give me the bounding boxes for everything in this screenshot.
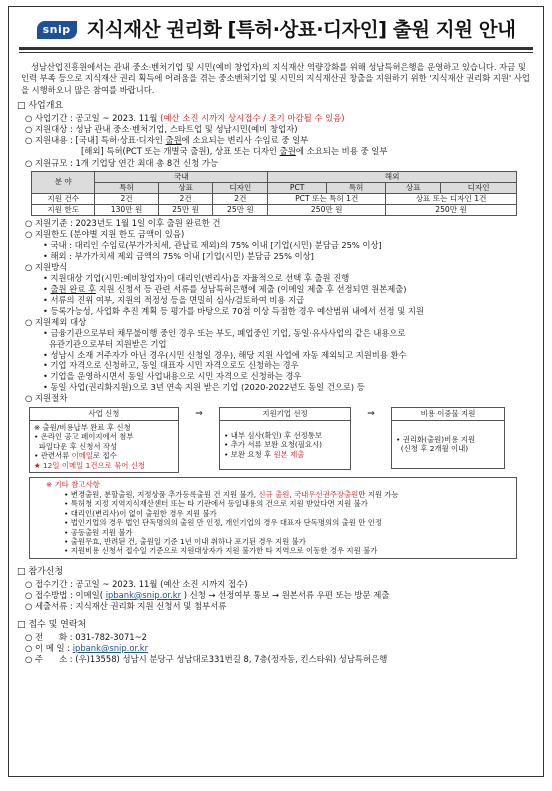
table-col: 디자인 [441, 182, 517, 193]
content2-underline: 출원 [279, 146, 296, 157]
table-col: 상표 [386, 182, 441, 193]
section-contact-heading: □ 접수 및 연락처 [17, 620, 87, 631]
note-line: • 특허청 지정 지역지식재산센터 또는 타 기관에서 동일내용의 건으로 지원 받았다면 지원 불가 [64, 499, 368, 509]
flow-emph: 원본 제출 [273, 449, 305, 459]
target-line: ○ 지원대상 : 성남 관내 중소·벤처기업, 스타트업 및 성남시민(예비 창업자) [25, 124, 298, 135]
procedure-heading: ○ 지원절차 [25, 393, 68, 404]
method-item: • 서류의 진위 여부, 지원의 적정성 등을 면밀히 심사/검토하여 비용 지급 [43, 294, 305, 305]
content2-text-tail: 에 소요되는 비용 중 일부 [295, 146, 388, 157]
table-col: 특허 [95, 182, 158, 193]
table-cell: 250만 원 [386, 204, 517, 215]
apply-method-text-tail: ) 신청 → 선정여부 통보 → 원본서류 우편 또는 방문 제출 [181, 589, 390, 600]
content-line-overseas [81, 146, 543, 157]
table-col: 디자인 [213, 182, 268, 193]
content-text-tail: 에 소요되는 변리사 수임료 중 일부 [181, 135, 309, 146]
notice-document [8, 6, 544, 777]
table-cell: 25만 원 [213, 204, 268, 215]
exclusion-item: • 동일 사업(권리화지원)으로 3년 연속 지원 받은 기업 (2020-2022년도 동일 건으로) 등 [43, 382, 365, 393]
apply-method [25, 590, 543, 601]
apply-email-link[interactable]: ipbank@snip.or.kr [105, 589, 182, 600]
contact-phone: ○ 전 화 : 031-782-3071~2 [25, 631, 147, 642]
table-cell: PCT 또는 특허 1건 [268, 193, 386, 204]
flow-step-body [30, 421, 178, 472]
flow-step-title: 지원기업 선정 [220, 408, 350, 420]
flow-line: (신청 후 2개월 이내) [396, 444, 469, 454]
title-underline [19, 47, 533, 50]
note-line [64, 490, 512, 499]
flow-line: 파일다운 후 신청서 작성 [34, 441, 118, 451]
arrow-icon: ⇒ [367, 409, 375, 420]
scale-line: ○ 지원규모 : 1개 기업당 연간 최대 총 8건 신청 가능 [25, 157, 219, 168]
flow-step-apply [29, 407, 179, 473]
table-cell: 2건 [158, 193, 213, 204]
table-row [32, 193, 517, 204]
support-table [31, 171, 517, 216]
flow-step-body [392, 421, 504, 468]
notes-box [29, 477, 517, 559]
note-line: • 법인기업의 경우 법인 단독명의의 출원 만 인정, 개인기업의 경우 대표자 단독명의의 출원 만 인정 [64, 518, 383, 528]
table-header-overseas: 해외 [268, 171, 517, 182]
flow-text: • 보완 요청 후 [224, 449, 274, 459]
method2-text: 지원 신청서 등 관련 서류를 성남특허은행에 제출 (이메일 제출 후 선정되면 원본제출) [95, 283, 407, 294]
header [9, 13, 543, 47]
title-underline-thin [19, 52, 533, 53]
flow-step-title: 사업 신청 [30, 408, 178, 420]
exclusion-item-cont: 유관기관으로부터 지원받은 기업 [49, 338, 167, 349]
note-text: • 변경출원, 분할출원, 지정상품 추가등록출원 건 지원 불가, [64, 489, 259, 499]
flow-email-emph: 이메일 [71, 451, 94, 461]
procedure-flow [29, 407, 519, 473]
table-col: 상표 [158, 182, 213, 193]
flow-text: 로 접수 [93, 451, 117, 461]
flow-line: • 내부 심사(확인) 후 선정통보 [224, 430, 323, 440]
flow-line: ※ 출원/비용납부 완료 후 신청 [34, 422, 131, 432]
flow-line-original [224, 450, 346, 459]
exclusion-item: • 기업 자격으로 신청하고, 동일 대표자 시민 자격으로도 신청하는 경우 [43, 360, 299, 371]
method-item: • 지원대상 기업(시민:예비창업자)이 대리인(변리사)을 자율적으로 선택 후 출원 진행 [43, 272, 350, 283]
limit-overseas: • 해외 : 부가가치세 제외 금액의 75% 이내 [기업(시민) 분담금 25% 이상] [43, 250, 314, 261]
table-cell: 250만 원 [268, 204, 386, 215]
section-apply-heading: □ 참가신청 [17, 566, 64, 577]
exclusion-item: • 성남시 소재 거주자가 아닌 경우(시민 신청일 경우), 해당 지원 사업에 자동 제외되고 지원비용 환수 [43, 349, 407, 360]
method-item: • 등록가능성, 사업화 추진 계획 등 평가를 바탕으로 70점 이상 득점한 경우 예산범위 내에서 선정 및 지원 [43, 305, 424, 316]
flow-line: • 온라인 공고 페이지에서 첨부 [34, 432, 134, 442]
content-text: ○ 지원내용 : [국내] 특허·상표·디자인 [25, 135, 166, 146]
exclusion-item: • 금융기관으로부터 채무불이행 중인 경우 또는 부도, 폐업중인 기업, 동일·유사사업의 같은 내용으로 [43, 327, 406, 338]
method-heading: ○ 지원방식 [25, 261, 68, 272]
limit-line: ○ 지원한도 (분야별 지원 한도 금액이 있음) [25, 228, 185, 239]
period-text: ○ 사업기간 : 공고일 ~ 2023. 11월 [25, 113, 158, 124]
table-row-label: 지원 한도 [32, 204, 95, 215]
exclusion-item: • 기업을 운영하시면서 동일 사업내용으로 시민 자격으로 신청하는 경우 [43, 371, 302, 382]
table-cell: 2건 [213, 193, 268, 204]
table-cell: 2건 [95, 193, 158, 204]
note-line: • 대리인(변리사)이 없이 출원한 경우 지원 불가 [64, 508, 217, 518]
method2-underline: 출원 완료 후 [50, 283, 96, 294]
apply-method-text: ○ 접수방법 : 이메일( [25, 589, 106, 600]
content2-text: [해외] 특허(PCT 또는 개별국 출원), 상표 또는 디자인 [81, 146, 280, 157]
period-note: (예산 소진 시까지 상시접수 / 조기 마감될 수 있음) [160, 113, 345, 124]
table-cell: 상표 또는 디자인 1건 [386, 193, 517, 204]
period-line [25, 113, 543, 124]
content-underline: 출원 [165, 135, 182, 146]
contact-email-link[interactable]: ipbank@snip.or.kr [72, 643, 149, 654]
note-line: • 지원비용 신청서 접수일 기준으로 지원대상자가 지원 불가한 타 지역으로 이동한 경우 지원 불가 [64, 546, 378, 556]
snip-logo: snip [37, 21, 77, 40]
flow-step-select [219, 407, 351, 470]
page-title: 지식재산 권리화 [특허·상표·디자인] 출원 지원 안내 [86, 18, 516, 42]
flow-line: • 권리화(출원)비용 지원 [396, 434, 476, 444]
table-row [32, 204, 517, 215]
notes-heading: ※ 기타 참고사항 [46, 480, 100, 490]
flow-text: • 관련서류 [34, 451, 72, 461]
section-overview-heading: □ 사업개요 [17, 101, 64, 112]
table-col: PCT [268, 182, 327, 193]
flow-red-note: ★ 12일 이메일 1건으로 묶어 신청 [34, 460, 146, 470]
flow-step-title: 비용 이중물 지원 [392, 408, 504, 420]
contact-address: ○ 주 소 : (우)13558) 성남시 분당구 성남대로331번길 8, 7층(정자동, 킨스타워) 성남특허은행 [25, 654, 388, 665]
table-cell: 25만 원 [158, 204, 213, 215]
exclusion-heading: ○ 지원제외 대상 [25, 316, 87, 327]
table-cell: 130만 원 [95, 204, 158, 215]
flow-line: • 추가 서류 보완 요청(필요시) [224, 440, 323, 450]
table-col: 특허 [326, 182, 385, 193]
note-line: • 공동출원 지원 불가 [64, 527, 133, 537]
note-text: 만 지원 가능 [358, 489, 399, 499]
method-item-submit [43, 284, 543, 295]
criteria-line: ○ 지원기준 : 2023년도 1월 1일 이후 출원 완료한 건 [25, 217, 221, 228]
contact-email [25, 643, 543, 654]
apply-period: ○ 접수기간 : 공고일 ~ 2023. 11월 (예산 소진 시까지 접수) [25, 578, 248, 589]
flow-line-email [34, 451, 174, 460]
intro-paragraph: 성남산업진흥원에서는 관내 중소·벤처기업 및 시민(예비 창업자)의 지식재산 역량강화를 위해 성남특허은행을 운영하고 있습니다. 자금 및 인력 부족 등으로 지식재산 권리 획득에 어려움을 겪는 중소벤처기업 및 시민의 지식재산권 창출을 지원하기 위한 '지식재산 권리화 지원' 사업을 시행하오니 많은 참여를 바랍니다. [21, 62, 530, 95]
table-row-label: 지원 건수 [32, 193, 95, 204]
flow-step-body [220, 421, 350, 469]
apply-docs: ○ 세출서류 : 지식재산 권리화 지원 신청서 및 첨부서류 [25, 601, 227, 611]
table-header-domestic: 국내 [95, 171, 268, 182]
flow-step-pay [391, 407, 505, 468]
note-line: • 출원무효, 반려된 건, 출원일 기준 1년 이내 취하나 포기된 경우 지원 불가 [64, 537, 306, 546]
content-line-domestic [25, 135, 543, 146]
arrow-icon: ⇒ [195, 409, 203, 420]
contact-email-label: ○ 이 메 일 : [25, 643, 73, 654]
limit-domestic: • 국내 : 대리인 수임료(부가가치세, 관납료 제외)의 75% 이내 [기업(시민) 분담금 25% 이상] [43, 239, 382, 250]
method2-bullet: • [43, 283, 51, 294]
note-emph: 신규 출원, 국내우선권주장출원 [258, 489, 359, 499]
table-header-div: 분 야 [32, 171, 95, 193]
